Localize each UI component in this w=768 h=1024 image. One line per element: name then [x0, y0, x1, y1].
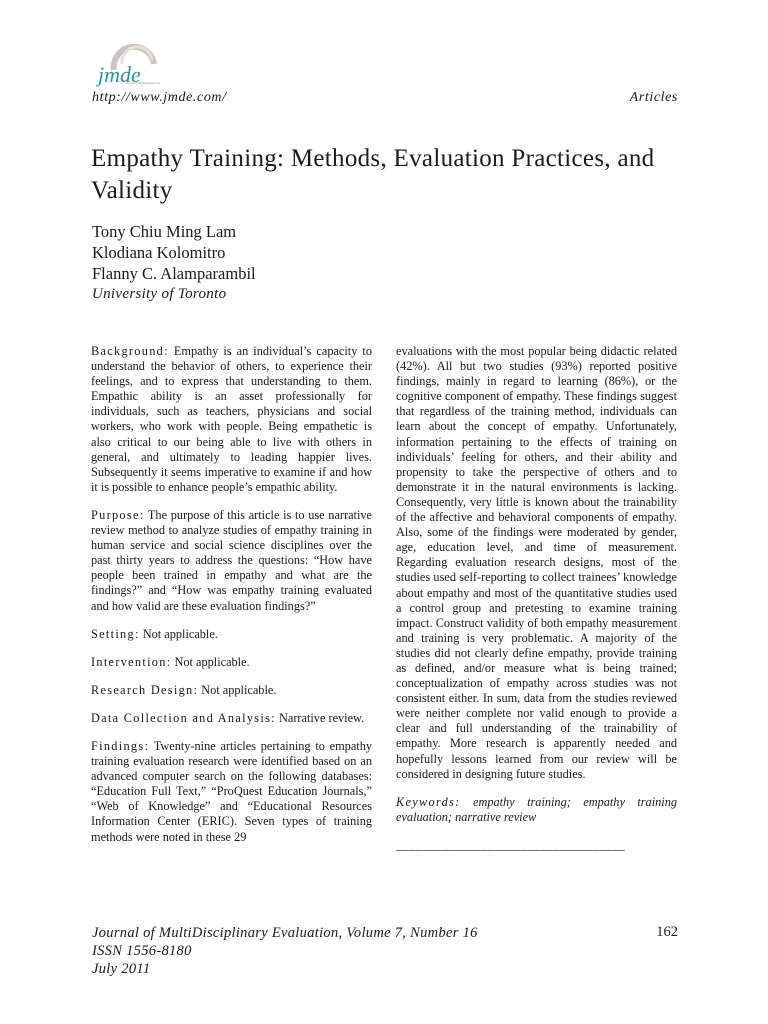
logo-subtext: Journal of MultiDisciplinary Ev [126, 82, 160, 85]
intervention-text: Not applicable. [174, 654, 250, 669]
abstract-intervention [91, 655, 372, 670]
section-label-research-design: Research Design: [91, 682, 199, 697]
abstract-left-column [91, 344, 372, 858]
footer-journal: Journal of MultiDisciplinary Evaluation, Volume 7, Number 16 [92, 925, 478, 941]
findings-continuation: evaluations with the most popular being didactic related (42%). All but two studies (93%) reported positive findings, mainly in regard to learning (86%), or the cognitive component of empathy. These findings suggest that regardless of the training method, individuals can learn about the concept of empathy. Unfortunately, information pertaining to the effects of training on individuals’ feeling for others, and their ability and propensity to take the perspective of others and to demonstrate it in the natural environments is lacking. Consequently, very little is known about the trainability of the affective and behavioral components of empathy. Also, some of the findings were moderated by gender, age, education level, and time of measurement. Regarding evaluation research designs, most of the studies used self-reporting to collect trainees’ knowledge about empathy and most of the quantitative studies used a control group and pretesting to examine training impact. Construct validity of both empathy measurement and training is very problematic. A majority of the studies did not clearly define empathy, provide training as defined, and/or measure what is being trained; conceptualization of empathy across studies was not consistent either. In sum, data from the studies reviewed were neither complete nor valid enough to provide a clear and full understanding of the trainability of empathy. More research is apparently needed and hopefully lessons learned from our review will be considered in designing future studies. [396, 344, 677, 781]
background-text: Empathy is an individual’s capacity to understand the behavior of others, to experience their feelings, and to express that understanding to them. Empathic ability is an asset professionally for individuals, such as teachers, physicians and social workers, who work with people. Being empathetic is also critical to our being able to live with others in general, and ultimately to leading happier lives. Subsequently it seems imperative to examine if and how it is possible to enhance people’s empathic ability. [91, 344, 372, 494]
section-label: Articles [629, 90, 678, 105]
page-number: 162 [656, 924, 678, 940]
abstract-setting [91, 627, 372, 642]
abstract-right-column [396, 344, 677, 853]
section-label-findings: Findings: [91, 738, 150, 753]
journal-logo [96, 44, 160, 92]
separator-rule: ___________________________________ [396, 837, 626, 852]
abstract-purpose [91, 508, 372, 614]
setting-text: Not applicable. [142, 626, 218, 641]
research-design-text: Not applicable. [201, 682, 277, 697]
footer-issn: ISSN 1556-8180 [92, 943, 192, 959]
section-label-background: Background: [91, 344, 169, 358]
findings-text: Twenty-nine articles pertaining to empathy training evaluation research were identified based on an advanced computer search on the following databases: “Education Full Text,” “ProQuest Education Journals,” “Web of Knowledge” and “Educational Resources Information Center (ERIC). Seven types of training methods were noted in these 29 [91, 738, 372, 844]
section-label-setting: Setting: [91, 626, 140, 641]
section-label-keywords: Keywords: [396, 794, 461, 809]
section-label-intervention: Intervention: [91, 654, 172, 669]
purpose-text: The purpose of this article is to use narrative review method to analyze studies of empathy training in human service and social science disciplines over the past thirty years to address the questions: “How have people been trained in empathy and what are the findings?” and “How was empathy training evaluated and how valid are these evaluation findings?” [91, 507, 372, 613]
abstract-background [91, 344, 372, 495]
data-collection-text: Narrative review. [278, 710, 365, 725]
abstract-data-collection [91, 711, 372, 726]
page-footer [92, 924, 478, 978]
author-name: Flanny C. Alamparambil [92, 264, 256, 283]
article-title: Empathy Training: Methods, Evaluation Practices, and Validity [91, 145, 655, 204]
abstract-research-design [91, 683, 372, 698]
section-label-purpose: Purpose: [91, 507, 145, 522]
author-block [92, 221, 492, 305]
logo-wordmark: jmde [98, 62, 141, 87]
keywords-text: empathy training; empathy training evaluation; narrative review [396, 794, 677, 824]
abstract-findings [91, 739, 372, 845]
footer-date: July 2011 [92, 961, 151, 977]
jmde-logo-icon [96, 44, 160, 92]
author-name: Tony Chiu Ming Lam [92, 222, 237, 241]
author-affiliation: University of Toronto [92, 286, 227, 302]
section-label-data-collection: Data Collection and Analysis: [91, 710, 276, 725]
journal-url-link[interactable]: http://www.jmde.com/ [92, 90, 227, 105]
abstract-keywords [396, 795, 677, 825]
author-name: Klodiana Kolomitro [92, 243, 226, 262]
